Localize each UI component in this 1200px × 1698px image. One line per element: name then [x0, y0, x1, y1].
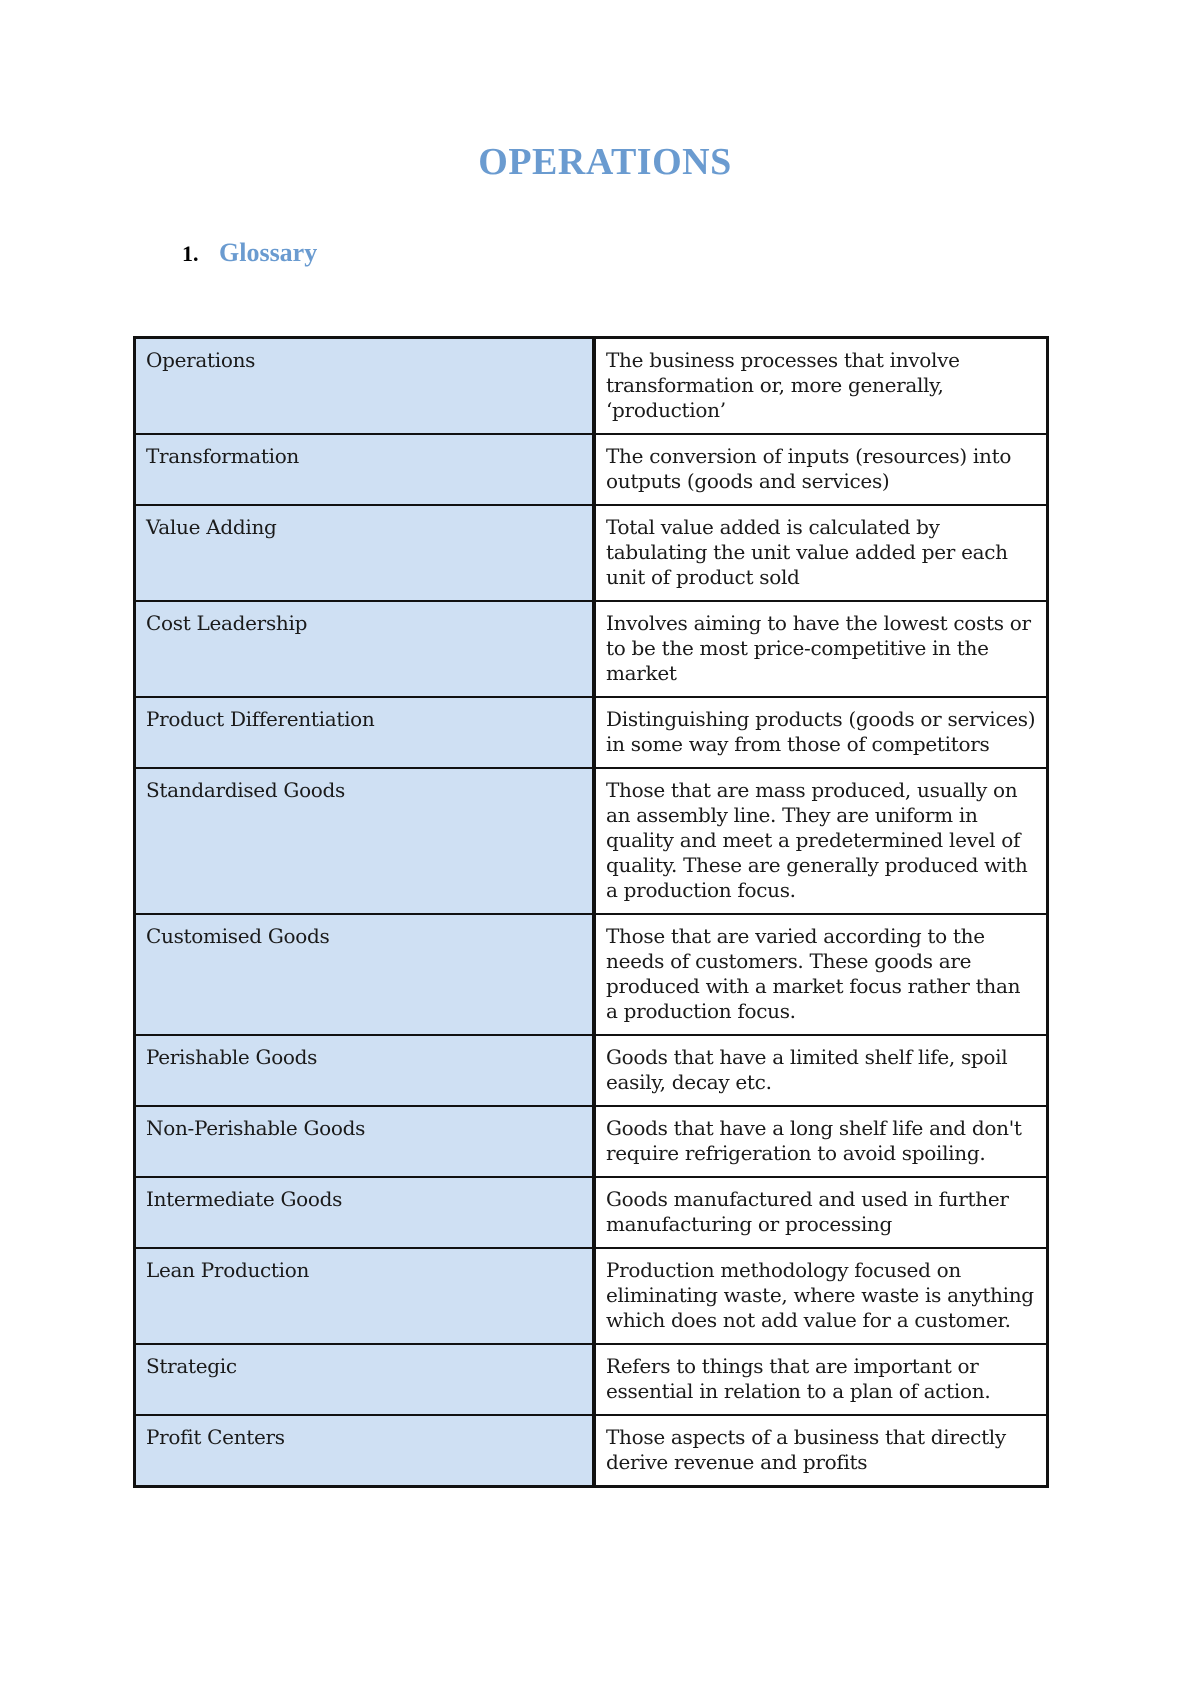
table-row [135, 1106, 1048, 1177]
glossary-definition: Those that are varied according to the needs of customers. These goods are produced with a market focus rather than a production focus. [594, 914, 1048, 1035]
glossary-definition: Production methodology focused on eliminating waste, where waste is anything which does not add value for a customer. [594, 1248, 1048, 1344]
glossary-term: Customised Goods [135, 914, 595, 1035]
table-row [135, 768, 1048, 914]
glossary-term: Lean Production [135, 1248, 595, 1344]
glossary-definition: The business processes that involve transformation or, more generally, ‘production’ [594, 338, 1048, 435]
glossary-definition: Those aspects of a business that directly derive revenue and profits [594, 1415, 1048, 1487]
table-row [135, 338, 1048, 435]
glossary-term: Perishable Goods [135, 1035, 595, 1106]
table-row [135, 1035, 1048, 1106]
table-row [135, 1248, 1048, 1344]
glossary-term: Cost Leadership [135, 601, 595, 697]
section-number: 1. [182, 241, 199, 266]
table-row [135, 1344, 1048, 1415]
glossary-definition: Goods manufactured and used in further manufacturing or processing [594, 1177, 1048, 1248]
glossary-definition: The conversion of inputs (resources) into outputs (goods and services) [594, 434, 1048, 505]
glossary-definition: Involves aiming to have the lowest costs or to be the most price-competitive in the market [594, 601, 1048, 697]
glossary-term: Profit Centers [135, 1415, 595, 1487]
glossary-definition: Refers to things that are important or essential in relation to a plan of action. [594, 1344, 1048, 1415]
glossary-term: Operations [135, 338, 595, 435]
glossary-term: Value Adding [135, 505, 595, 601]
table-row [135, 1415, 1048, 1487]
glossary-definition: Those that are mass produced, usually on an assembly line. They are uniform in quality and meet a predetermined level of quality. These are generally produced with a production focus. [594, 768, 1048, 914]
glossary-term: Standardised Goods [135, 768, 595, 914]
glossary-table [133, 336, 1049, 1488]
glossary-term: Product Differentiation [135, 697, 595, 768]
section-heading [182, 238, 317, 268]
glossary-definition: Distinguishing products (goods or services) in some way from those of competitors [594, 697, 1048, 768]
glossary-term: Intermediate Goods [135, 1177, 595, 1248]
table-row [135, 697, 1048, 768]
glossary-definition: Total value added is calculated by tabulating the unit value added per each unit of product sold [594, 505, 1048, 601]
table-row [135, 434, 1048, 505]
glossary-definition: Goods that have a limited shelf life, spoil easily, decay etc. [594, 1035, 1048, 1106]
glossary-term: Strategic [135, 1344, 595, 1415]
table-row [135, 914, 1048, 1035]
glossary-body [135, 338, 1048, 1487]
table-row [135, 601, 1048, 697]
section-title: Glossary [219, 238, 318, 267]
glossary-definition: Goods that have a long shelf life and don't require refrigeration to avoid spoiling. [594, 1106, 1048, 1177]
document-title: OPERATIONS [478, 141, 732, 183]
glossary-term: Non-Perishable Goods [135, 1106, 595, 1177]
table-row [135, 505, 1048, 601]
glossary-term: Transformation [135, 434, 595, 505]
table-row [135, 1177, 1048, 1248]
